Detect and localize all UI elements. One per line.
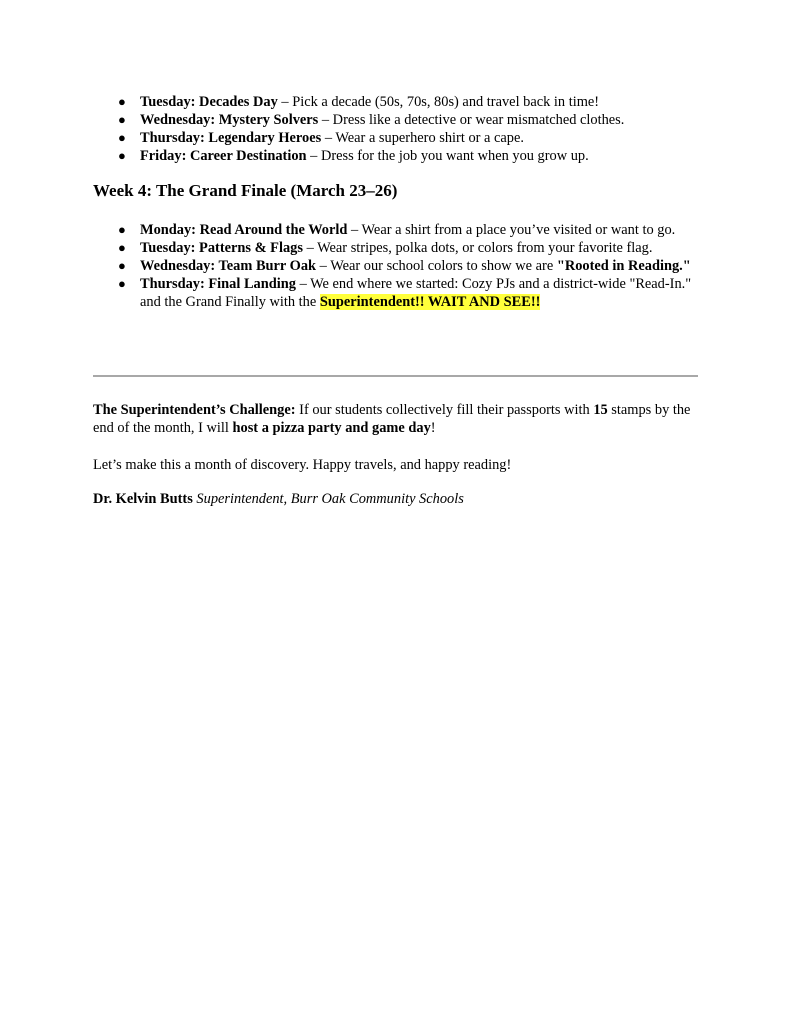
horizontal-divider: [93, 375, 698, 377]
list-item: [118, 221, 703, 239]
day-title: Wednesday: Team Burr Oak: [140, 258, 317, 274]
challenge-text-1: If our students collectively fill their passports with: [295, 402, 594, 418]
bullet-icon: ●: [118, 222, 126, 237]
list-item: [118, 147, 703, 165]
day-description: – We end where we started: Cozy PJs and a district-wide "Read-In." and the Grand Finally with the: [140, 276, 692, 310]
day-description: – Dress like a detective or wear mismatched clothes.: [318, 112, 625, 128]
day-title: Thursday: Legendary Heroes: [140, 130, 322, 146]
day-description: – Dress for the job you want when you grow up.: [306, 148, 589, 164]
challenge-reward: host a pizza party and game day: [232, 420, 431, 436]
bullet-icon: ●: [118, 94, 126, 109]
bullet-icon: ●: [118, 112, 126, 127]
week3-activity-list: [118, 93, 703, 165]
day-title: Monday: Read Around the World: [140, 222, 348, 238]
signature-line: [93, 490, 703, 508]
week4-activity-list: [118, 221, 703, 311]
bullet-icon: ●: [118, 130, 126, 145]
day-description: – Pick a decade (50s, 70s, 80s) and travel back in time!: [277, 94, 600, 110]
day-title: Wednesday: Mystery Solvers: [140, 112, 319, 128]
day-title: Thursday: Final Landing: [140, 276, 296, 292]
challenge-paragraph: [93, 401, 703, 437]
challenge-text-2: stamps by the end of the month, I will: [93, 402, 691, 436]
week4-heading: Week 4: The Grand Finale (March 23–26): [93, 181, 398, 200]
highlighted-text: Superintendent!! WAIT AND SEE!!: [319, 294, 541, 310]
challenge-text-3: !: [430, 420, 436, 436]
bullet-icon: ●: [118, 258, 126, 273]
challenge-label: The Superintendent’s Challenge:: [93, 402, 296, 418]
list-item: [118, 111, 703, 129]
list-item: [118, 93, 703, 111]
day-description: – Wear a shirt from a place you’ve visited or want to go.: [347, 222, 676, 238]
bullet-icon: ●: [118, 240, 126, 255]
bullet-icon: ●: [118, 148, 126, 163]
day-title: Friday: Career Destination: [140, 148, 307, 164]
day-description: – Wear a superhero shirt or a cape.: [321, 130, 524, 146]
day-title: Tuesday: Decades Day: [140, 94, 278, 110]
list-item: [118, 129, 703, 147]
stamp-count: 15: [593, 402, 608, 418]
day-description: – Wear our school colors to show we are: [316, 258, 557, 274]
list-item: [118, 239, 703, 257]
signature-title: Superintendent, Burr Oak Community Schools: [192, 491, 464, 507]
list-item: [118, 257, 703, 275]
bullet-icon: ●: [118, 276, 126, 291]
day-description: – Wear stripes, polka dots, or colors from your favorite flag.: [302, 240, 653, 256]
motto-text: "Rooted in Reading.": [556, 258, 691, 274]
list-item: [118, 275, 703, 311]
closing-paragraph: Let’s make this a month of discovery. Happy travels, and happy reading!: [93, 457, 512, 473]
day-title: Tuesday: Patterns & Flags: [140, 240, 303, 256]
signature-name: Dr. Kelvin Butts: [93, 491, 193, 507]
